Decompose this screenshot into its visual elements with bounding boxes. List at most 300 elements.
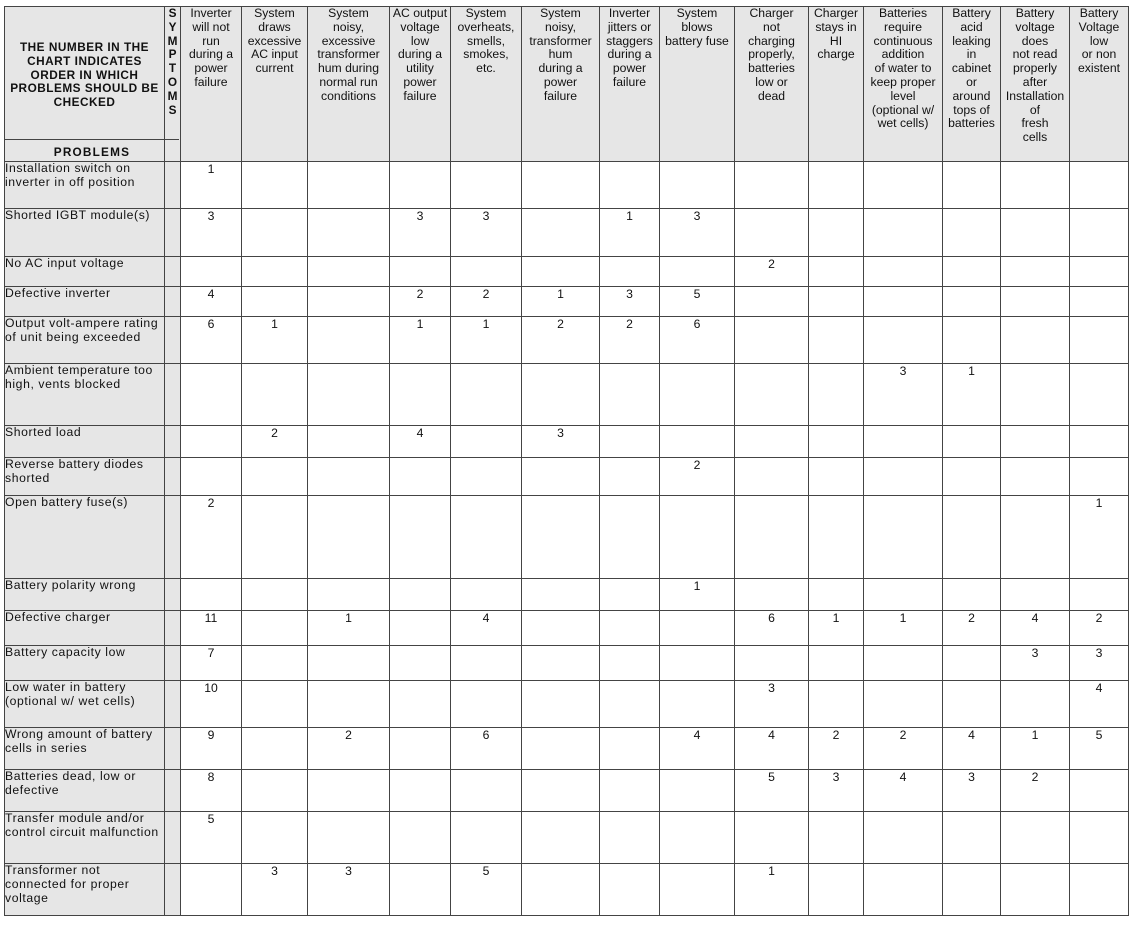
check-order-cell bbox=[1001, 864, 1070, 916]
check-order-cell bbox=[1001, 426, 1070, 458]
check-order-cell: 3 bbox=[1001, 646, 1070, 681]
symptoms-letter: P bbox=[168, 47, 177, 62]
check-order-cell: 3 bbox=[660, 209, 735, 257]
check-order-cell: 1 bbox=[308, 611, 390, 646]
check-order-cell bbox=[809, 257, 864, 287]
check-order-cell bbox=[943, 579, 1001, 611]
problem-row bbox=[5, 864, 1129, 916]
symptom-label: Inverter jitters or staggers during a power failure bbox=[606, 6, 653, 89]
check-order-cell bbox=[735, 496, 809, 579]
check-order-cell bbox=[735, 364, 809, 426]
check-order-cell bbox=[390, 162, 451, 209]
check-order-cell bbox=[308, 317, 390, 364]
check-order-cell bbox=[1070, 812, 1129, 864]
symptom-header-2 bbox=[242, 7, 308, 162]
problem-row bbox=[5, 458, 1129, 496]
check-order-cell: 3 bbox=[809, 770, 864, 812]
check-order-cell: 5 bbox=[181, 812, 242, 864]
check-order-cell bbox=[522, 458, 600, 496]
problem-label: Battery capacity low bbox=[5, 646, 165, 681]
check-order-cell bbox=[660, 426, 735, 458]
check-order-cell: 1 bbox=[600, 209, 660, 257]
chart-body bbox=[5, 162, 1129, 916]
check-order-cell: 5 bbox=[735, 770, 809, 812]
problem-label: Battery polarity wrong bbox=[5, 579, 165, 611]
check-order-cell bbox=[809, 209, 864, 257]
check-order-cell bbox=[809, 458, 864, 496]
check-order-cell: 6 bbox=[660, 317, 735, 364]
symptoms-spacer-cell bbox=[165, 426, 181, 458]
check-order-cell bbox=[864, 209, 943, 257]
check-order-cell bbox=[735, 646, 809, 681]
check-order-cell: 6 bbox=[451, 728, 522, 770]
symptom-header-9 bbox=[735, 7, 809, 162]
check-order-cell bbox=[943, 426, 1001, 458]
symptom-label: System overheats, smells, smokes, etc. bbox=[457, 6, 515, 76]
check-order-cell bbox=[660, 770, 735, 812]
check-order-cell bbox=[522, 364, 600, 426]
check-order-cell bbox=[809, 579, 864, 611]
symptoms-spacer-cell bbox=[165, 681, 181, 728]
check-order-cell: 2 bbox=[1070, 611, 1129, 646]
problem-row bbox=[5, 681, 1129, 728]
check-order-cell bbox=[308, 364, 390, 426]
symptoms-letters bbox=[165, 7, 180, 117]
check-order-cell bbox=[522, 611, 600, 646]
check-order-cell bbox=[522, 646, 600, 681]
check-order-cell bbox=[181, 579, 242, 611]
check-order-cell: 1 bbox=[809, 611, 864, 646]
check-order-cell: 1 bbox=[390, 317, 451, 364]
symptoms-spacer-cell bbox=[165, 812, 181, 864]
check-order-cell bbox=[943, 287, 1001, 317]
check-order-cell bbox=[1001, 162, 1070, 209]
symptoms-spacer-cell bbox=[165, 864, 181, 916]
check-order-cell: 1 bbox=[451, 317, 522, 364]
check-order-cell bbox=[242, 611, 308, 646]
problem-label: Output volt-ampere rating of unit being exceeded bbox=[5, 317, 165, 364]
check-order-cell bbox=[735, 209, 809, 257]
check-order-cell bbox=[522, 209, 600, 257]
check-order-cell bbox=[522, 257, 600, 287]
problem-row bbox=[5, 611, 1129, 646]
check-order-cell bbox=[864, 579, 943, 611]
check-order-cell bbox=[600, 728, 660, 770]
check-order-cell bbox=[864, 426, 943, 458]
check-order-cell bbox=[242, 364, 308, 426]
check-order-cell bbox=[864, 812, 943, 864]
check-order-cell bbox=[600, 864, 660, 916]
check-order-cell bbox=[390, 496, 451, 579]
check-order-cell bbox=[308, 257, 390, 287]
check-order-cell bbox=[181, 257, 242, 287]
symptom-header-6 bbox=[522, 7, 600, 162]
check-order-cell bbox=[451, 257, 522, 287]
check-order-cell: 1 bbox=[864, 611, 943, 646]
symptom-label: Inverter will not run during a power failure bbox=[188, 6, 234, 89]
check-order-cell bbox=[308, 681, 390, 728]
check-order-cell: 9 bbox=[181, 728, 242, 770]
check-order-cell bbox=[1070, 770, 1129, 812]
check-order-cell bbox=[181, 458, 242, 496]
check-order-cell: 2 bbox=[660, 458, 735, 496]
problem-row bbox=[5, 162, 1129, 209]
check-order-cell bbox=[242, 458, 308, 496]
check-order-cell bbox=[735, 458, 809, 496]
symptoms-spacer-cell bbox=[165, 496, 181, 579]
symptom-label: Charger stays in HI charge bbox=[813, 6, 859, 62]
check-order-cell bbox=[600, 162, 660, 209]
check-order-cell: 3 bbox=[242, 864, 308, 916]
check-order-cell bbox=[522, 681, 600, 728]
check-order-cell: 3 bbox=[864, 364, 943, 426]
check-order-cell bbox=[1001, 209, 1070, 257]
troubleshooting-chart bbox=[4, 6, 1129, 916]
check-order-cell bbox=[181, 364, 242, 426]
check-order-cell bbox=[600, 579, 660, 611]
check-order-cell bbox=[864, 162, 943, 209]
check-order-cell bbox=[1070, 257, 1129, 287]
check-order-cell bbox=[390, 728, 451, 770]
check-order-cell bbox=[1001, 812, 1070, 864]
check-order-cell bbox=[1070, 458, 1129, 496]
check-order-cell: 4 bbox=[390, 426, 451, 458]
check-order-cell bbox=[1070, 162, 1129, 209]
check-order-cell bbox=[451, 770, 522, 812]
symptoms-letter: M bbox=[167, 33, 178, 48]
check-order-cell: 2 bbox=[242, 426, 308, 458]
check-order-cell: 8 bbox=[181, 770, 242, 812]
problem-label: Wrong amount of battery cells in series bbox=[5, 728, 165, 770]
check-order-cell bbox=[600, 611, 660, 646]
check-order-cell bbox=[600, 257, 660, 287]
symptom-header-8 bbox=[660, 7, 735, 162]
check-order-cell: 4 bbox=[864, 770, 943, 812]
check-order-cell bbox=[390, 364, 451, 426]
check-order-cell bbox=[735, 162, 809, 209]
check-order-cell bbox=[864, 646, 943, 681]
check-order-cell: 4 bbox=[660, 728, 735, 770]
problem-row bbox=[5, 426, 1129, 458]
check-order-cell: 3 bbox=[308, 864, 390, 916]
check-order-cell: 2 bbox=[390, 287, 451, 317]
check-order-cell: 2 bbox=[451, 287, 522, 317]
check-order-cell bbox=[308, 579, 390, 611]
check-order-cell: 3 bbox=[451, 209, 522, 257]
check-order-cell bbox=[522, 162, 600, 209]
check-order-cell bbox=[390, 611, 451, 646]
symptom-label: System blows battery fuse bbox=[665, 6, 729, 48]
problems-column-label: PROBLEMS bbox=[5, 139, 179, 160]
check-order-cell bbox=[600, 458, 660, 496]
symptom-label: Charger not charging properly, batteries low or dead bbox=[748, 6, 795, 103]
symptoms-letter: S bbox=[168, 6, 177, 20]
check-order-cell: 7 bbox=[181, 646, 242, 681]
problem-label: Defective inverter bbox=[5, 287, 165, 317]
check-order-cell bbox=[1070, 287, 1129, 317]
check-order-cell bbox=[308, 646, 390, 681]
symptoms-spacer-cell bbox=[165, 458, 181, 496]
check-order-cell bbox=[242, 287, 308, 317]
check-order-cell bbox=[451, 681, 522, 728]
check-order-cell bbox=[660, 812, 735, 864]
check-order-cell: 1 bbox=[943, 364, 1001, 426]
check-order-cell bbox=[864, 317, 943, 364]
check-order-cell bbox=[1070, 209, 1129, 257]
check-order-cell bbox=[943, 681, 1001, 728]
check-order-cell bbox=[1070, 426, 1129, 458]
check-order-cell bbox=[735, 317, 809, 364]
check-order-cell bbox=[600, 681, 660, 728]
check-order-cell bbox=[451, 646, 522, 681]
check-order-cell bbox=[660, 257, 735, 287]
check-order-cell bbox=[1070, 364, 1129, 426]
check-order-cell: 6 bbox=[735, 611, 809, 646]
check-order-cell bbox=[451, 364, 522, 426]
symptom-header-12 bbox=[943, 7, 1001, 162]
check-order-cell bbox=[1001, 496, 1070, 579]
check-order-cell bbox=[809, 364, 864, 426]
check-order-cell bbox=[390, 770, 451, 812]
check-order-cell: 2 bbox=[181, 496, 242, 579]
check-order-cell bbox=[1070, 317, 1129, 364]
symptom-label: Battery Voltage low or non existent bbox=[1077, 6, 1120, 76]
check-order-cell: 5 bbox=[451, 864, 522, 916]
problem-label: No AC input voltage bbox=[5, 257, 165, 287]
symptom-header-11 bbox=[864, 7, 943, 162]
check-order-cell bbox=[1070, 579, 1129, 611]
chart-corner-header bbox=[5, 7, 165, 162]
check-order-cell bbox=[242, 812, 308, 864]
check-order-cell: 2 bbox=[600, 317, 660, 364]
problem-label: Shorted IGBT module(s) bbox=[5, 209, 165, 257]
check-order-cell bbox=[1001, 287, 1070, 317]
check-order-cell: 3 bbox=[181, 209, 242, 257]
chart-instructions: THE NUMBER IN THE CHART INDICATES ORDER IN WHICH PROBLEMS SHOULD BE CHECKED bbox=[10, 40, 159, 110]
check-order-cell bbox=[451, 162, 522, 209]
problem-row bbox=[5, 317, 1129, 364]
check-order-cell bbox=[242, 496, 308, 579]
symptom-label: Batteries require continuous addition of water to keep proper level (optional w/ wet cells) bbox=[870, 6, 936, 131]
check-order-cell bbox=[522, 812, 600, 864]
problem-row bbox=[5, 496, 1129, 579]
check-order-cell bbox=[522, 728, 600, 770]
check-order-cell bbox=[1001, 681, 1070, 728]
check-order-cell: 1 bbox=[181, 162, 242, 209]
check-order-cell bbox=[943, 458, 1001, 496]
symptoms-spacer-cell bbox=[165, 209, 181, 257]
symptom-label: Battery acid leaking in cabinet or around tops of batteries bbox=[948, 6, 995, 131]
check-order-cell bbox=[242, 162, 308, 209]
check-order-cell: 5 bbox=[660, 287, 735, 317]
check-order-cell bbox=[308, 496, 390, 579]
problem-label: Low water in battery (optional w/ wet cells) bbox=[5, 681, 165, 728]
symptom-header-13 bbox=[1001, 7, 1070, 162]
check-order-cell bbox=[522, 496, 600, 579]
check-order-cell bbox=[1070, 864, 1129, 916]
symptoms-spacer-cell bbox=[165, 770, 181, 812]
symptom-label: System draws excessive AC input current bbox=[247, 6, 302, 76]
check-order-cell bbox=[809, 162, 864, 209]
check-order-cell: 1 bbox=[660, 579, 735, 611]
check-order-cell: 3 bbox=[1070, 646, 1129, 681]
check-order-cell bbox=[735, 812, 809, 864]
symptoms-spacer-cell bbox=[165, 728, 181, 770]
check-order-cell: 6 bbox=[181, 317, 242, 364]
check-order-cell bbox=[1001, 458, 1070, 496]
check-order-cell bbox=[390, 681, 451, 728]
problem-row bbox=[5, 770, 1129, 812]
check-order-cell bbox=[308, 770, 390, 812]
check-order-cell bbox=[864, 458, 943, 496]
check-order-cell bbox=[1001, 257, 1070, 287]
symptom-label: AC output voltage low during a utility power failure bbox=[392, 6, 448, 103]
problem-row bbox=[5, 579, 1129, 611]
check-order-cell bbox=[308, 458, 390, 496]
check-order-cell bbox=[735, 579, 809, 611]
symptom-header-10 bbox=[809, 7, 864, 162]
check-order-cell bbox=[522, 864, 600, 916]
check-order-cell bbox=[864, 496, 943, 579]
check-order-cell: 2 bbox=[943, 611, 1001, 646]
symptoms-spacer-cell bbox=[165, 257, 181, 287]
symptoms-letter: O bbox=[167, 74, 178, 89]
symptoms-spacer-cell bbox=[165, 317, 181, 364]
check-order-cell: 3 bbox=[600, 287, 660, 317]
check-order-cell bbox=[242, 579, 308, 611]
check-order-cell bbox=[451, 812, 522, 864]
check-order-cell bbox=[735, 287, 809, 317]
check-order-cell bbox=[600, 426, 660, 458]
check-order-cell: 3 bbox=[390, 209, 451, 257]
check-order-cell bbox=[390, 579, 451, 611]
check-order-cell bbox=[943, 317, 1001, 364]
check-order-cell bbox=[600, 364, 660, 426]
symptoms-spacer-cell bbox=[165, 611, 181, 646]
check-order-cell bbox=[943, 496, 1001, 579]
check-order-cell bbox=[522, 579, 600, 611]
symptom-header-1 bbox=[181, 7, 242, 162]
check-order-cell bbox=[660, 646, 735, 681]
check-order-cell bbox=[943, 257, 1001, 287]
check-order-cell: 4 bbox=[181, 287, 242, 317]
check-order-cell bbox=[451, 579, 522, 611]
check-order-cell: 3 bbox=[735, 681, 809, 728]
check-order-cell bbox=[390, 812, 451, 864]
check-order-cell bbox=[660, 364, 735, 426]
check-order-cell bbox=[451, 458, 522, 496]
problem-label: Reverse battery diodes shorted bbox=[5, 458, 165, 496]
check-order-cell bbox=[864, 287, 943, 317]
check-order-cell bbox=[390, 646, 451, 681]
check-order-cell: 1 bbox=[1001, 728, 1070, 770]
check-order-cell bbox=[308, 812, 390, 864]
symptom-header-14 bbox=[1070, 7, 1129, 162]
problem-label: Defective charger bbox=[5, 611, 165, 646]
symptoms-letter: S bbox=[168, 102, 177, 117]
check-order-cell bbox=[451, 426, 522, 458]
problem-label: Ambient temperature too high, vents blocked bbox=[5, 364, 165, 426]
check-order-cell bbox=[660, 162, 735, 209]
symptoms-letter: M bbox=[167, 88, 178, 103]
check-order-cell: 3 bbox=[943, 770, 1001, 812]
symptoms-spacer-cell bbox=[165, 646, 181, 681]
check-order-cell bbox=[181, 426, 242, 458]
symptom-header-5 bbox=[451, 7, 522, 162]
check-order-cell: 4 bbox=[1070, 681, 1129, 728]
check-order-cell bbox=[809, 317, 864, 364]
symptoms-spacer-cell bbox=[165, 287, 181, 317]
check-order-cell bbox=[943, 646, 1001, 681]
check-order-cell bbox=[864, 864, 943, 916]
check-order-cell bbox=[809, 496, 864, 579]
check-order-cell bbox=[308, 426, 390, 458]
check-order-cell bbox=[390, 864, 451, 916]
problem-label: Transformer not connected for proper voltage bbox=[5, 864, 165, 916]
symptoms-letter: Y bbox=[168, 19, 177, 34]
symptom-label: System noisy, excessive transformer hum during normal run conditions bbox=[317, 6, 380, 103]
problem-label: Installation switch on inverter in off position bbox=[5, 162, 165, 209]
check-order-cell bbox=[600, 646, 660, 681]
check-order-cell: 1 bbox=[522, 287, 600, 317]
check-order-cell bbox=[943, 812, 1001, 864]
check-order-cell bbox=[660, 681, 735, 728]
check-order-cell: 11 bbox=[181, 611, 242, 646]
check-order-cell bbox=[943, 162, 1001, 209]
check-order-cell bbox=[735, 426, 809, 458]
check-order-cell bbox=[242, 209, 308, 257]
symptoms-spacer-cell bbox=[165, 364, 181, 426]
problem-row bbox=[5, 287, 1129, 317]
check-order-cell bbox=[809, 681, 864, 728]
check-order-cell: 5 bbox=[1070, 728, 1129, 770]
check-order-cell: 4 bbox=[451, 611, 522, 646]
symptoms-spacer-cell bbox=[165, 162, 181, 209]
check-order-cell: 10 bbox=[181, 681, 242, 728]
symptom-header-4 bbox=[390, 7, 451, 162]
check-order-cell bbox=[660, 864, 735, 916]
check-order-cell bbox=[1001, 364, 1070, 426]
check-order-cell bbox=[242, 646, 308, 681]
problem-row bbox=[5, 646, 1129, 681]
check-order-cell bbox=[943, 864, 1001, 916]
check-order-cell: 2 bbox=[308, 728, 390, 770]
problem-row bbox=[5, 257, 1129, 287]
check-order-cell bbox=[181, 864, 242, 916]
check-order-cell bbox=[600, 770, 660, 812]
check-order-cell: 2 bbox=[809, 728, 864, 770]
symptom-label: System noisy, transformer hum during a power failure bbox=[529, 6, 592, 103]
check-order-cell bbox=[809, 426, 864, 458]
check-order-cell bbox=[390, 458, 451, 496]
check-order-cell bbox=[600, 496, 660, 579]
problem-row bbox=[5, 812, 1129, 864]
check-order-cell bbox=[1001, 317, 1070, 364]
check-order-cell: 1 bbox=[1070, 496, 1129, 579]
symptom-header-7 bbox=[600, 7, 660, 162]
check-order-cell bbox=[242, 681, 308, 728]
symptoms-spacer-cell bbox=[165, 579, 181, 611]
check-order-cell bbox=[660, 611, 735, 646]
check-order-cell bbox=[809, 812, 864, 864]
problem-row bbox=[5, 209, 1129, 257]
check-order-cell bbox=[390, 257, 451, 287]
check-order-cell bbox=[600, 812, 660, 864]
check-order-cell bbox=[943, 209, 1001, 257]
problem-label: Batteries dead, low or defective bbox=[5, 770, 165, 812]
check-order-cell bbox=[864, 681, 943, 728]
check-order-cell bbox=[809, 646, 864, 681]
